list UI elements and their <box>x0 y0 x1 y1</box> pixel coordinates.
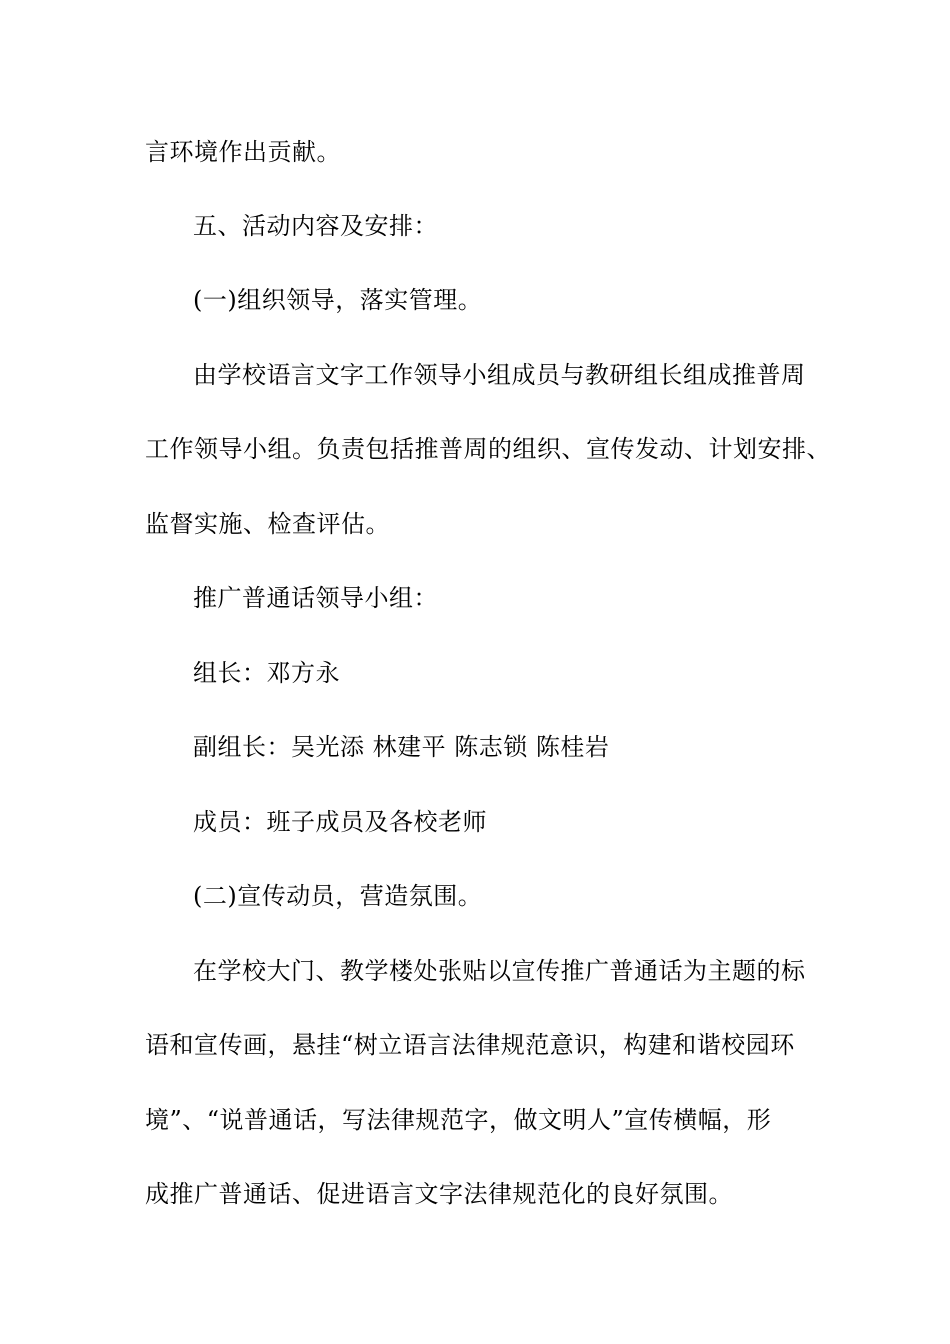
paragraph-line: 语和宣传画，悬挂“树立语言法律规范意识，构建和谐校园环 <box>145 1031 795 1059</box>
paragraph-line: 在学校大门、教学楼处张贴以宣传推广普通话为主题的标 <box>193 957 806 985</box>
section-heading: 五、活动内容及安排： <box>193 212 438 240</box>
paragraph-line: 监督实施、检查评估。 <box>145 510 390 538</box>
paragraph-line: 言环境作出贡献。 <box>145 138 341 166</box>
paragraph-line: 境”、“说普通话，写法律规范字，做文明人”宣传横幅，形 <box>145 1106 772 1134</box>
paragraph-line: 工作领导小组。负责包括推普周的组织、宣传发动、计划安排、 <box>145 435 831 463</box>
group-deputy-leaders: 副组长：吴光添 林建平 陈志锁 陈桂岩 <box>193 733 610 761</box>
paragraph-line: 成推广普通话、促进语言文字法律规范化的良好氛围。 <box>145 1180 733 1208</box>
group-members: 成员：班子成员及各校老师 <box>193 808 487 836</box>
paragraph-line: 由学校语言文字工作领导小组成员与教研组长组成推普周 <box>193 361 806 389</box>
subsection-heading: (二)宣传动员，营造氛围。 <box>193 882 483 910</box>
group-leader: 组长：邓方永 <box>193 659 340 687</box>
group-title: 推广普通话领导小组： <box>193 584 438 612</box>
subsection-heading: (一)组织领导，落实管理。 <box>193 286 483 314</box>
